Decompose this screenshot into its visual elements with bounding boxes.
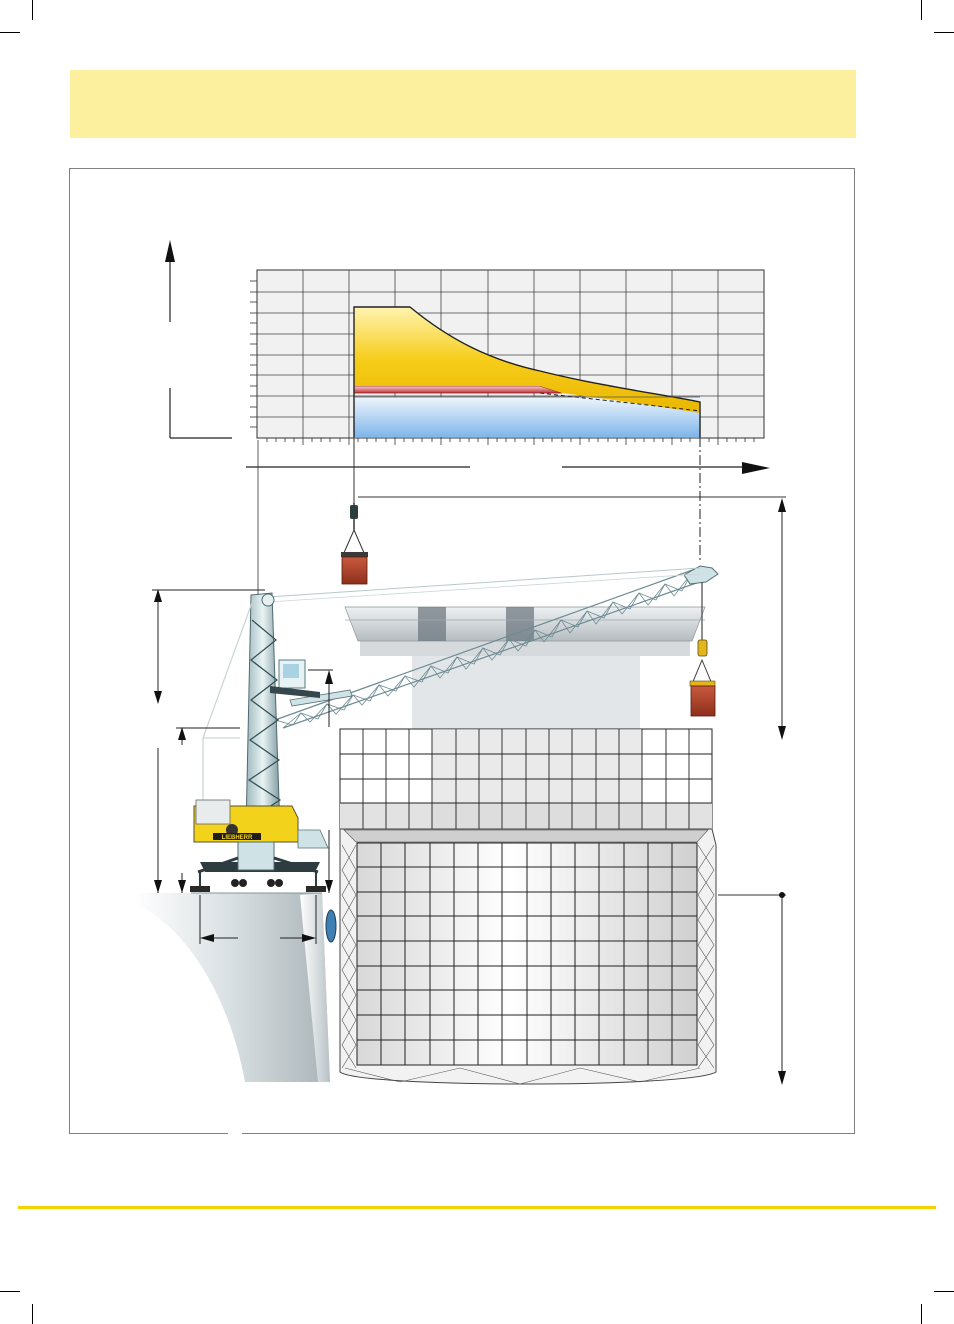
quay-surface: [135, 893, 330, 1082]
dimension-arrowhead: [178, 727, 186, 740]
spreader-low: [690, 582, 715, 716]
tower-head-sheave: [262, 594, 274, 606]
dimension-arrowhead: [154, 589, 162, 602]
container-ship: [340, 607, 716, 1084]
ship-bridge-base: [412, 650, 640, 730]
x-axis-arrowhead: [742, 462, 770, 474]
dimension-arrowhead: [778, 726, 786, 740]
dimension-arrowhead: [154, 880, 162, 893]
engine-housing: [196, 800, 230, 824]
undercarriage-center: [238, 842, 274, 870]
spreader-frame: [692, 660, 712, 684]
wheel: [231, 879, 239, 887]
spreader-high: [341, 503, 368, 584]
quay: [135, 893, 336, 1082]
dimension-arrowhead: [778, 1071, 786, 1085]
cabin-window: [283, 664, 299, 678]
ship-bridge-window: [418, 607, 446, 641]
outrigger-pad: [306, 886, 326, 892]
dimension-point: [779, 892, 785, 898]
rope-limit-band: [354, 386, 562, 393]
dimension-arrowhead: [154, 691, 162, 704]
container-high: [342, 557, 367, 584]
spreader-beam: [690, 681, 715, 686]
dimension-arrowhead: [325, 670, 333, 684]
load-chart: [165, 240, 770, 474]
crane-brand-label: LIEBHERR: [221, 835, 253, 841]
wheel: [239, 879, 247, 887]
fender: [326, 910, 336, 942]
tower-stay: [203, 600, 253, 738]
hook-block: [698, 640, 707, 656]
spreader-frame: [343, 530, 365, 555]
footer-rule: [18, 1206, 936, 1209]
wheel: [267, 879, 275, 887]
counterweight-arm: [298, 830, 328, 848]
crane-dimensions: [152, 589, 333, 944]
y-axis-arrowhead: [165, 240, 175, 262]
y-axis-ticks: [250, 281, 257, 427]
dimension-arrowhead: [325, 880, 333, 893]
dimension-arrowhead: [778, 498, 786, 512]
boom-guy-cable: [268, 568, 700, 597]
spreader-beam: [341, 552, 368, 557]
container-low: [691, 686, 715, 716]
x-axis-ticks: [267, 438, 754, 445]
hook-block: [350, 505, 358, 519]
outrigger-pad: [190, 886, 210, 892]
wheel: [275, 879, 283, 887]
hull-hatch-rim: [344, 830, 708, 842]
dimension-arrowhead: [178, 880, 186, 893]
